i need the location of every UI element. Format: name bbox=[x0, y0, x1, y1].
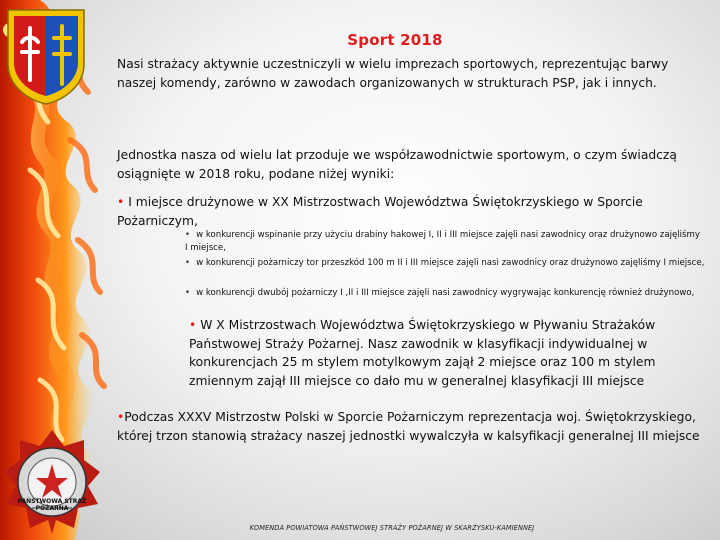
coat-of-arms-icon bbox=[4, 6, 88, 106]
bullet-marker: • bbox=[189, 318, 197, 332]
sub-bullet-marker: • bbox=[185, 288, 191, 298]
sub-bullet-text: w konkurencji dwubój pożarniczy I ,II i III miejsce zajęli nasi zawodnicy wygrywając konkurencję również drużynowo, bbox=[196, 288, 695, 298]
bullet-item bbox=[117, 193, 707, 230]
sub-bullet-marker: • bbox=[185, 230, 191, 240]
bullet-text: Podczas XXXV Mistrzostw Polski w Sporcie Pożarniczym reprezentacja woj. Świętokrzyskiego, której trzon stanowią strażacy naszej jednostki wywalczyła w kalsyfikacji generalnej III miejsce bbox=[117, 410, 700, 443]
sub-bullet-marker: • bbox=[185, 258, 191, 268]
emblem-ring-text: PAŃSTWOWA STRAŻ POŻARNA bbox=[17, 498, 87, 512]
bullet-marker: • bbox=[117, 195, 125, 209]
bullet-item bbox=[189, 316, 709, 390]
intro-paragraph: Nasi strażacy aktywnie uczestniczyli w wielu imprezach sportowych, reprezentując barwy naszej komendy, zarówno w zawodach organizowanych w strukturach PSP, jak i innych. bbox=[117, 57, 669, 90]
sub-bullet-text: w konkurencji pożarniczy tor przeszkód 100 m II i III miejsce zajęli nasi zawodnicy oraz drużynowo zajęliśmy I miejsce, bbox=[196, 258, 705, 268]
bullet-text: I miejsce drużynowe w XX Mistrzostwach Województwa Świętokrzyskiego w Sporcie Pożarniczym, bbox=[117, 195, 643, 228]
sub-bullet-item bbox=[185, 287, 705, 300]
results-intro-paragraph: Jednostka nasza od wielu lat przoduje we współzawodnictwie sportowym, o czym świadczą osiągnięte w 2018 roku, podane niżej wyniki: bbox=[117, 148, 677, 181]
footer-organization: KOMENDA POWIATOWA PAŃSTWOWEJ STRAŻY POŻARNEJ W SKARŻYSKU-KAMIENNEJ bbox=[249, 524, 535, 532]
bullet-marker: • bbox=[117, 410, 125, 424]
bullet-text: W X Mistrzostwach Województwa Świętokrzyskiego w Pływaniu Strażaków Państwowej Straży Pożarnej. Nasz zawodnik w klasyfikacji indywidualnej w konkurencjach 25 m stylem motylkowym zajął 2 miejsce oraz 100 m stylem zmiennym zajął III miejsce co dało mu w generalnej klasyfikacji III miejsce bbox=[189, 318, 656, 388]
slide-title: Sport 2018 bbox=[347, 31, 443, 49]
sub-bullet-text: w konkurencji wspinanie przy użyciu drabiny hakowej I, II i III miejsce zajęli nasi zawodnicy oraz drużynowo zajęliśmy I miejsce, bbox=[185, 230, 700, 253]
fire-service-emblem-icon bbox=[2, 428, 102, 536]
sub-bullet-item bbox=[185, 257, 705, 270]
sub-bullet-item bbox=[185, 229, 705, 255]
bullet-item bbox=[117, 408, 707, 445]
